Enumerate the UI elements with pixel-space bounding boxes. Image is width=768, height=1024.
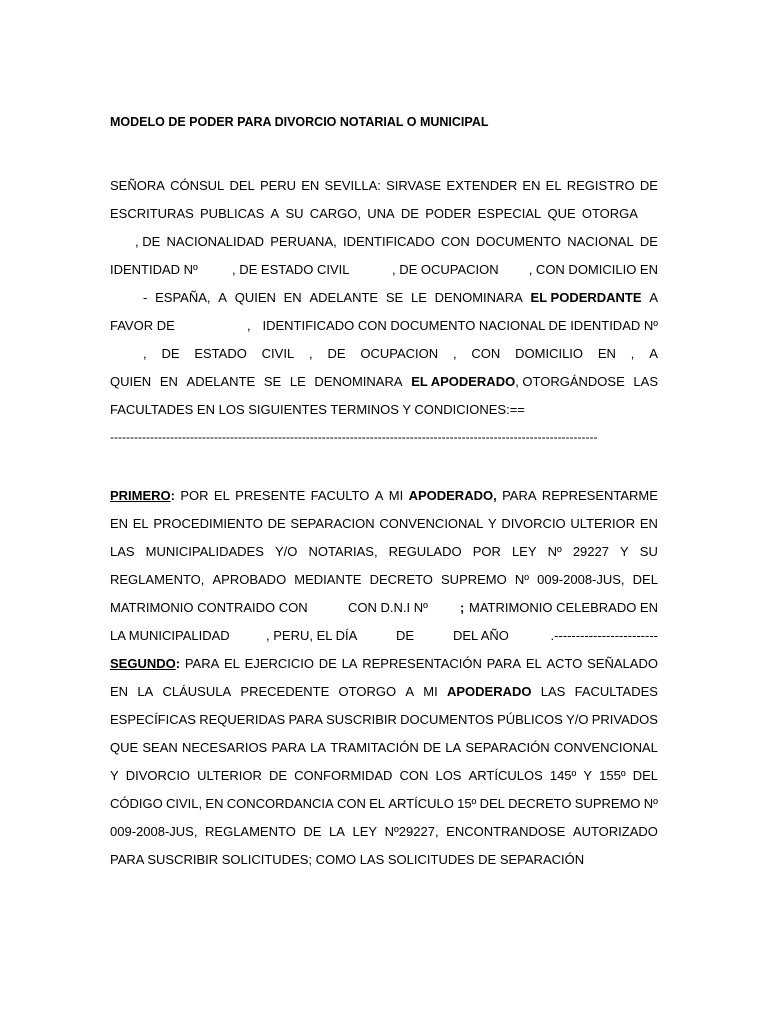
intro-line-3 xyxy=(135,233,658,251)
segundo-text: EJERCICIO xyxy=(244,656,315,671)
intro-line-1 xyxy=(110,177,658,195)
word: NACIONAL xyxy=(567,234,634,249)
word: DEL xyxy=(229,178,255,193)
intro-text: IDENTIFICADO CON DOCUMENTO NACIONAL DE IDENTIDAD Nº xyxy=(262,318,658,333)
word: Nº xyxy=(643,796,658,811)
intro-text: , CON DOMICILIO EN xyxy=(528,262,658,277)
word: OTORGA xyxy=(581,206,638,221)
word: Nº29227, xyxy=(384,824,439,839)
word: DE xyxy=(422,740,442,755)
word: Y/O xyxy=(274,544,298,559)
intro-text: LE xyxy=(289,374,306,389)
word: ESTADO xyxy=(194,346,247,361)
word: SEÑORA xyxy=(110,178,165,193)
intro-text: EN xyxy=(159,374,178,389)
word: , DE xyxy=(135,234,161,249)
word: ARTÍCULO xyxy=(388,796,454,811)
word: NACIONALIDAD xyxy=(166,234,265,249)
word: PRIVADOS xyxy=(591,712,658,727)
word: EN xyxy=(639,516,658,531)
primero-text: MI xyxy=(388,488,404,503)
segundo-line-3 xyxy=(110,711,658,729)
word: ARTÍCULOS xyxy=(468,768,543,783)
primero-text: DE xyxy=(396,628,415,643)
word: OCUPACION xyxy=(360,346,439,361)
word: POR xyxy=(472,544,501,559)
word: QUE xyxy=(547,206,576,221)
word: DE xyxy=(639,234,658,249)
word: LA xyxy=(329,824,345,839)
word: SEPARACIÓN xyxy=(465,740,550,755)
word: QUE xyxy=(110,740,139,755)
word: CON xyxy=(471,346,501,361)
word: REGLAMENTO, xyxy=(110,572,205,587)
intro-text: QUIEN xyxy=(110,374,152,389)
word: PERU xyxy=(259,178,297,193)
word: 155º xyxy=(599,768,626,783)
word: EL xyxy=(132,516,149,531)
primero-text: MATRIMONIO CELEBRADO EN xyxy=(468,600,658,615)
word: DOCUMENTO xyxy=(476,234,561,249)
word: A xyxy=(270,206,280,221)
word: , xyxy=(630,346,635,361)
word: EXTENDER xyxy=(446,178,518,193)
word: CON xyxy=(336,796,366,811)
word: SEAN xyxy=(142,740,178,755)
segundo-line-4 xyxy=(110,739,658,757)
word: CON xyxy=(399,768,429,783)
word: , xyxy=(143,346,147,361)
word: NECESARIOS xyxy=(181,740,268,755)
word: TRAMITACIÓN xyxy=(330,740,419,755)
word: CIVIL, xyxy=(166,796,203,811)
segundo-line-5 xyxy=(110,767,658,785)
intro-text: QUIEN xyxy=(234,290,276,305)
primero-semicolon: ; xyxy=(460,600,465,615)
intro-text: LE xyxy=(410,290,427,305)
apoderado-term: EL APODERADO xyxy=(411,374,516,389)
word: IDENTIFICADO xyxy=(342,234,435,249)
word: 145º xyxy=(549,768,577,783)
primero-text: A xyxy=(374,488,384,503)
segundo-line-2 xyxy=(110,683,658,701)
segundo-text: REPRESENTACIÓN xyxy=(362,656,482,671)
segundo-text: EL xyxy=(224,656,240,671)
word: PERUANA, xyxy=(270,234,337,249)
word: CIVIL xyxy=(261,346,295,361)
intro-text: , DE ESTADO CIVIL xyxy=(232,262,350,277)
word: PARA xyxy=(271,740,306,755)
primero-line-2 xyxy=(110,515,658,533)
word: SU xyxy=(639,544,658,559)
word: LAS xyxy=(110,544,135,559)
segundo-text: PARA xyxy=(486,656,522,671)
word: PUBLICAS xyxy=(200,206,265,221)
primero-text: , PERU, EL DÍA xyxy=(266,628,358,643)
intro-text: , OTORGÁNDOSE xyxy=(515,374,625,389)
segundo-line-1 xyxy=(110,655,658,673)
separator-line: -------------------------------------------------------------------------------------------------------------------------- xyxy=(110,430,598,444)
intro-line-6 xyxy=(110,317,658,335)
segundo-text: OTORGO xyxy=(338,684,397,699)
primero-text: .------------------------ xyxy=(550,628,658,643)
intro-text: EN xyxy=(283,290,302,305)
intro-line-4 xyxy=(110,261,658,279)
word: DE xyxy=(303,824,322,839)
word: , xyxy=(309,346,313,361)
word: REGULADO xyxy=(388,544,462,559)
word: ULTERIOR xyxy=(570,516,636,531)
segundo-label: SEGUNDO xyxy=(110,656,176,671)
word: EL xyxy=(369,796,386,811)
primero-line-6 xyxy=(110,627,658,645)
word: EN xyxy=(301,178,320,193)
intro-text: FAVOR DE xyxy=(110,318,175,333)
segundo-line-8: PARA SUSCRIBIR SOLICITUDES; COMO LAS SOLICITUDES DE SEPARACIÓN xyxy=(110,852,585,867)
word: Y xyxy=(583,768,593,783)
word: DECRETO xyxy=(508,796,572,811)
intro-text: SE xyxy=(263,374,282,389)
word: CONVENCIONAL xyxy=(553,740,658,755)
word: NOTARIAS, xyxy=(308,544,378,559)
word: APROBADO xyxy=(212,572,287,587)
word: REGLAMENTO xyxy=(205,824,296,839)
intro-line-9: FACULTADES EN LOS SIGUIENTES TERMINOS Y CONDICIONES:== xyxy=(110,402,525,417)
word: SU xyxy=(285,206,304,221)
word: DECRETO xyxy=(369,572,433,587)
word: A xyxy=(649,346,658,361)
word: ESCRITURAS xyxy=(110,206,194,221)
word: SUPREMO xyxy=(441,572,507,587)
word: Nº xyxy=(547,544,562,559)
segundo-line-7 xyxy=(110,823,658,841)
primero-text: EL xyxy=(213,488,230,503)
word: MEDIANTE xyxy=(294,572,362,587)
primero-text: POR xyxy=(180,488,209,503)
segundo-text: EL xyxy=(525,656,542,671)
intro-text: A xyxy=(218,290,227,305)
word: REGISTRO xyxy=(566,178,635,193)
word: 15º xyxy=(457,796,477,811)
word: EN xyxy=(205,796,224,811)
word: DE xyxy=(639,178,658,193)
word: Y xyxy=(110,768,119,783)
segundo-text: PRECEDENTE xyxy=(240,684,330,699)
primero-text: CON D.N.I Nº xyxy=(348,600,428,615)
intro-text: - xyxy=(143,290,148,305)
intro-line-5 xyxy=(143,289,658,307)
word: ESPECÍFICAS xyxy=(110,712,196,727)
intro-text: IDENTIDAD Nº xyxy=(110,262,198,277)
word: 009-2008-JUS, xyxy=(537,572,625,587)
word: 009-2008-JUS, xyxy=(110,824,198,839)
primero-line-1 xyxy=(110,487,658,505)
word: SUPREMO xyxy=(574,796,641,811)
segundo-text: LAS xyxy=(540,684,566,699)
primero-line-4 xyxy=(110,571,658,589)
segundo-text: EN xyxy=(110,684,129,699)
word: , xyxy=(452,346,457,361)
word: DE xyxy=(269,768,288,783)
word: DE xyxy=(267,516,286,531)
word: EN xyxy=(522,178,541,193)
segundo-line-6 xyxy=(110,795,658,813)
document-title: MODELO DE PODER PARA DIVORCIO NOTARIAL O MUNICIPAL xyxy=(110,115,489,129)
word: AUTORIZADO xyxy=(572,824,658,839)
word: 29227 xyxy=(572,544,609,559)
primero-text: DEL AÑO xyxy=(453,628,509,643)
intro-text: , xyxy=(247,318,251,333)
intro-text: DENOMINARA xyxy=(434,290,523,305)
word: CON xyxy=(440,234,470,249)
intro-text: ADELANTE xyxy=(186,374,256,389)
word: MUNICIPALIDADES xyxy=(145,544,264,559)
intro-text: DENOMINARA xyxy=(314,374,403,389)
word: LEY xyxy=(511,544,537,559)
word: SEPARACION xyxy=(290,516,375,531)
word: CONFORMIDAD xyxy=(294,768,393,783)
word: EN xyxy=(110,516,129,531)
word: CONCORDANCIA xyxy=(226,796,334,811)
intro-text: ADELANTE xyxy=(309,290,379,305)
word: LA xyxy=(445,740,462,755)
primero-text: PARA xyxy=(502,488,537,503)
intro-text: ESPAÑA, xyxy=(155,290,211,305)
word: DE xyxy=(327,346,346,361)
word: DEL xyxy=(479,796,505,811)
primero-text: REPRESENTARME xyxy=(541,488,658,503)
word: DE xyxy=(400,206,419,221)
word: LEY xyxy=(352,824,378,839)
word: LA xyxy=(310,740,326,755)
poderdante-term: EL PODERDANTE xyxy=(530,290,642,305)
word: PROCEDIMIENTO xyxy=(153,516,263,531)
intro-line-7 xyxy=(143,345,658,363)
word: DIVORCIO xyxy=(125,768,191,783)
primero-text: PRESENTE xyxy=(235,488,306,503)
word: DIVORCIO xyxy=(501,516,566,531)
word: DEL xyxy=(632,572,658,587)
primero-line-3 xyxy=(110,543,658,561)
intro-line-8 xyxy=(110,373,658,391)
segundo-colon: : xyxy=(175,656,181,671)
apoderado-term: APODERADO xyxy=(447,684,532,699)
segundo-text: LA xyxy=(137,684,154,699)
word: EL xyxy=(545,178,562,193)
intro-text: LAS xyxy=(633,374,658,389)
word: Y/O xyxy=(566,712,589,727)
word: CÓNSUL xyxy=(170,178,225,193)
word: EN xyxy=(597,346,616,361)
word: ESPECIAL xyxy=(477,206,542,221)
segundo-text: CLÁUSULA xyxy=(162,684,232,699)
word: DOMICILIO xyxy=(515,346,584,361)
word: Y xyxy=(488,516,497,531)
word: PODER xyxy=(425,206,472,221)
segundo-text: ACTO xyxy=(546,656,583,671)
segundo-text: LA xyxy=(341,656,358,671)
segundo-text: PARA xyxy=(184,656,220,671)
word: PARA xyxy=(288,712,323,727)
intro-text: SE xyxy=(385,290,404,305)
segundo-text: SEÑALADO xyxy=(587,656,658,671)
word: UNA xyxy=(367,206,395,221)
segundo-text: DE xyxy=(318,656,337,671)
intro-line-2 xyxy=(110,205,638,223)
primero-text: LA MUNICIPALIDAD xyxy=(110,628,230,643)
word: REQUERIDAS xyxy=(199,712,286,727)
word: DOCUMENTOS xyxy=(400,712,494,727)
intro-text: A xyxy=(649,290,658,305)
word: SIRVASE xyxy=(386,178,442,193)
word: LOS xyxy=(435,768,462,783)
word: DE xyxy=(161,346,180,361)
word: DEL xyxy=(632,768,658,783)
intro-text: , DE OCUPACION xyxy=(392,262,499,277)
word: CONVENCIONAL xyxy=(379,516,484,531)
word: PÚBLICOS xyxy=(497,712,563,727)
word: Y xyxy=(620,544,629,559)
word: SEVILLA: xyxy=(324,178,381,193)
primero-label: PRIMERO xyxy=(110,488,171,503)
word: ENCONTRANDOSE xyxy=(446,824,566,839)
apoderado-term: APODERADO, xyxy=(408,488,497,503)
primero-text: MATRIMONIO CONTRAIDO CON xyxy=(110,600,308,615)
word: ULTERIOR xyxy=(197,768,262,783)
word: SUSCRIBIR xyxy=(326,712,397,727)
segundo-text: A xyxy=(405,684,415,699)
word: CARGO, xyxy=(309,206,362,221)
word: Nº xyxy=(514,572,529,587)
primero-colon: : xyxy=(170,488,176,503)
segundo-text: MI xyxy=(423,684,438,699)
segundo-text: FACULTADES xyxy=(574,684,658,699)
word: CÓDIGO xyxy=(110,796,163,811)
primero-text: FACULTO xyxy=(310,488,370,503)
primero-line-5 xyxy=(110,599,658,617)
